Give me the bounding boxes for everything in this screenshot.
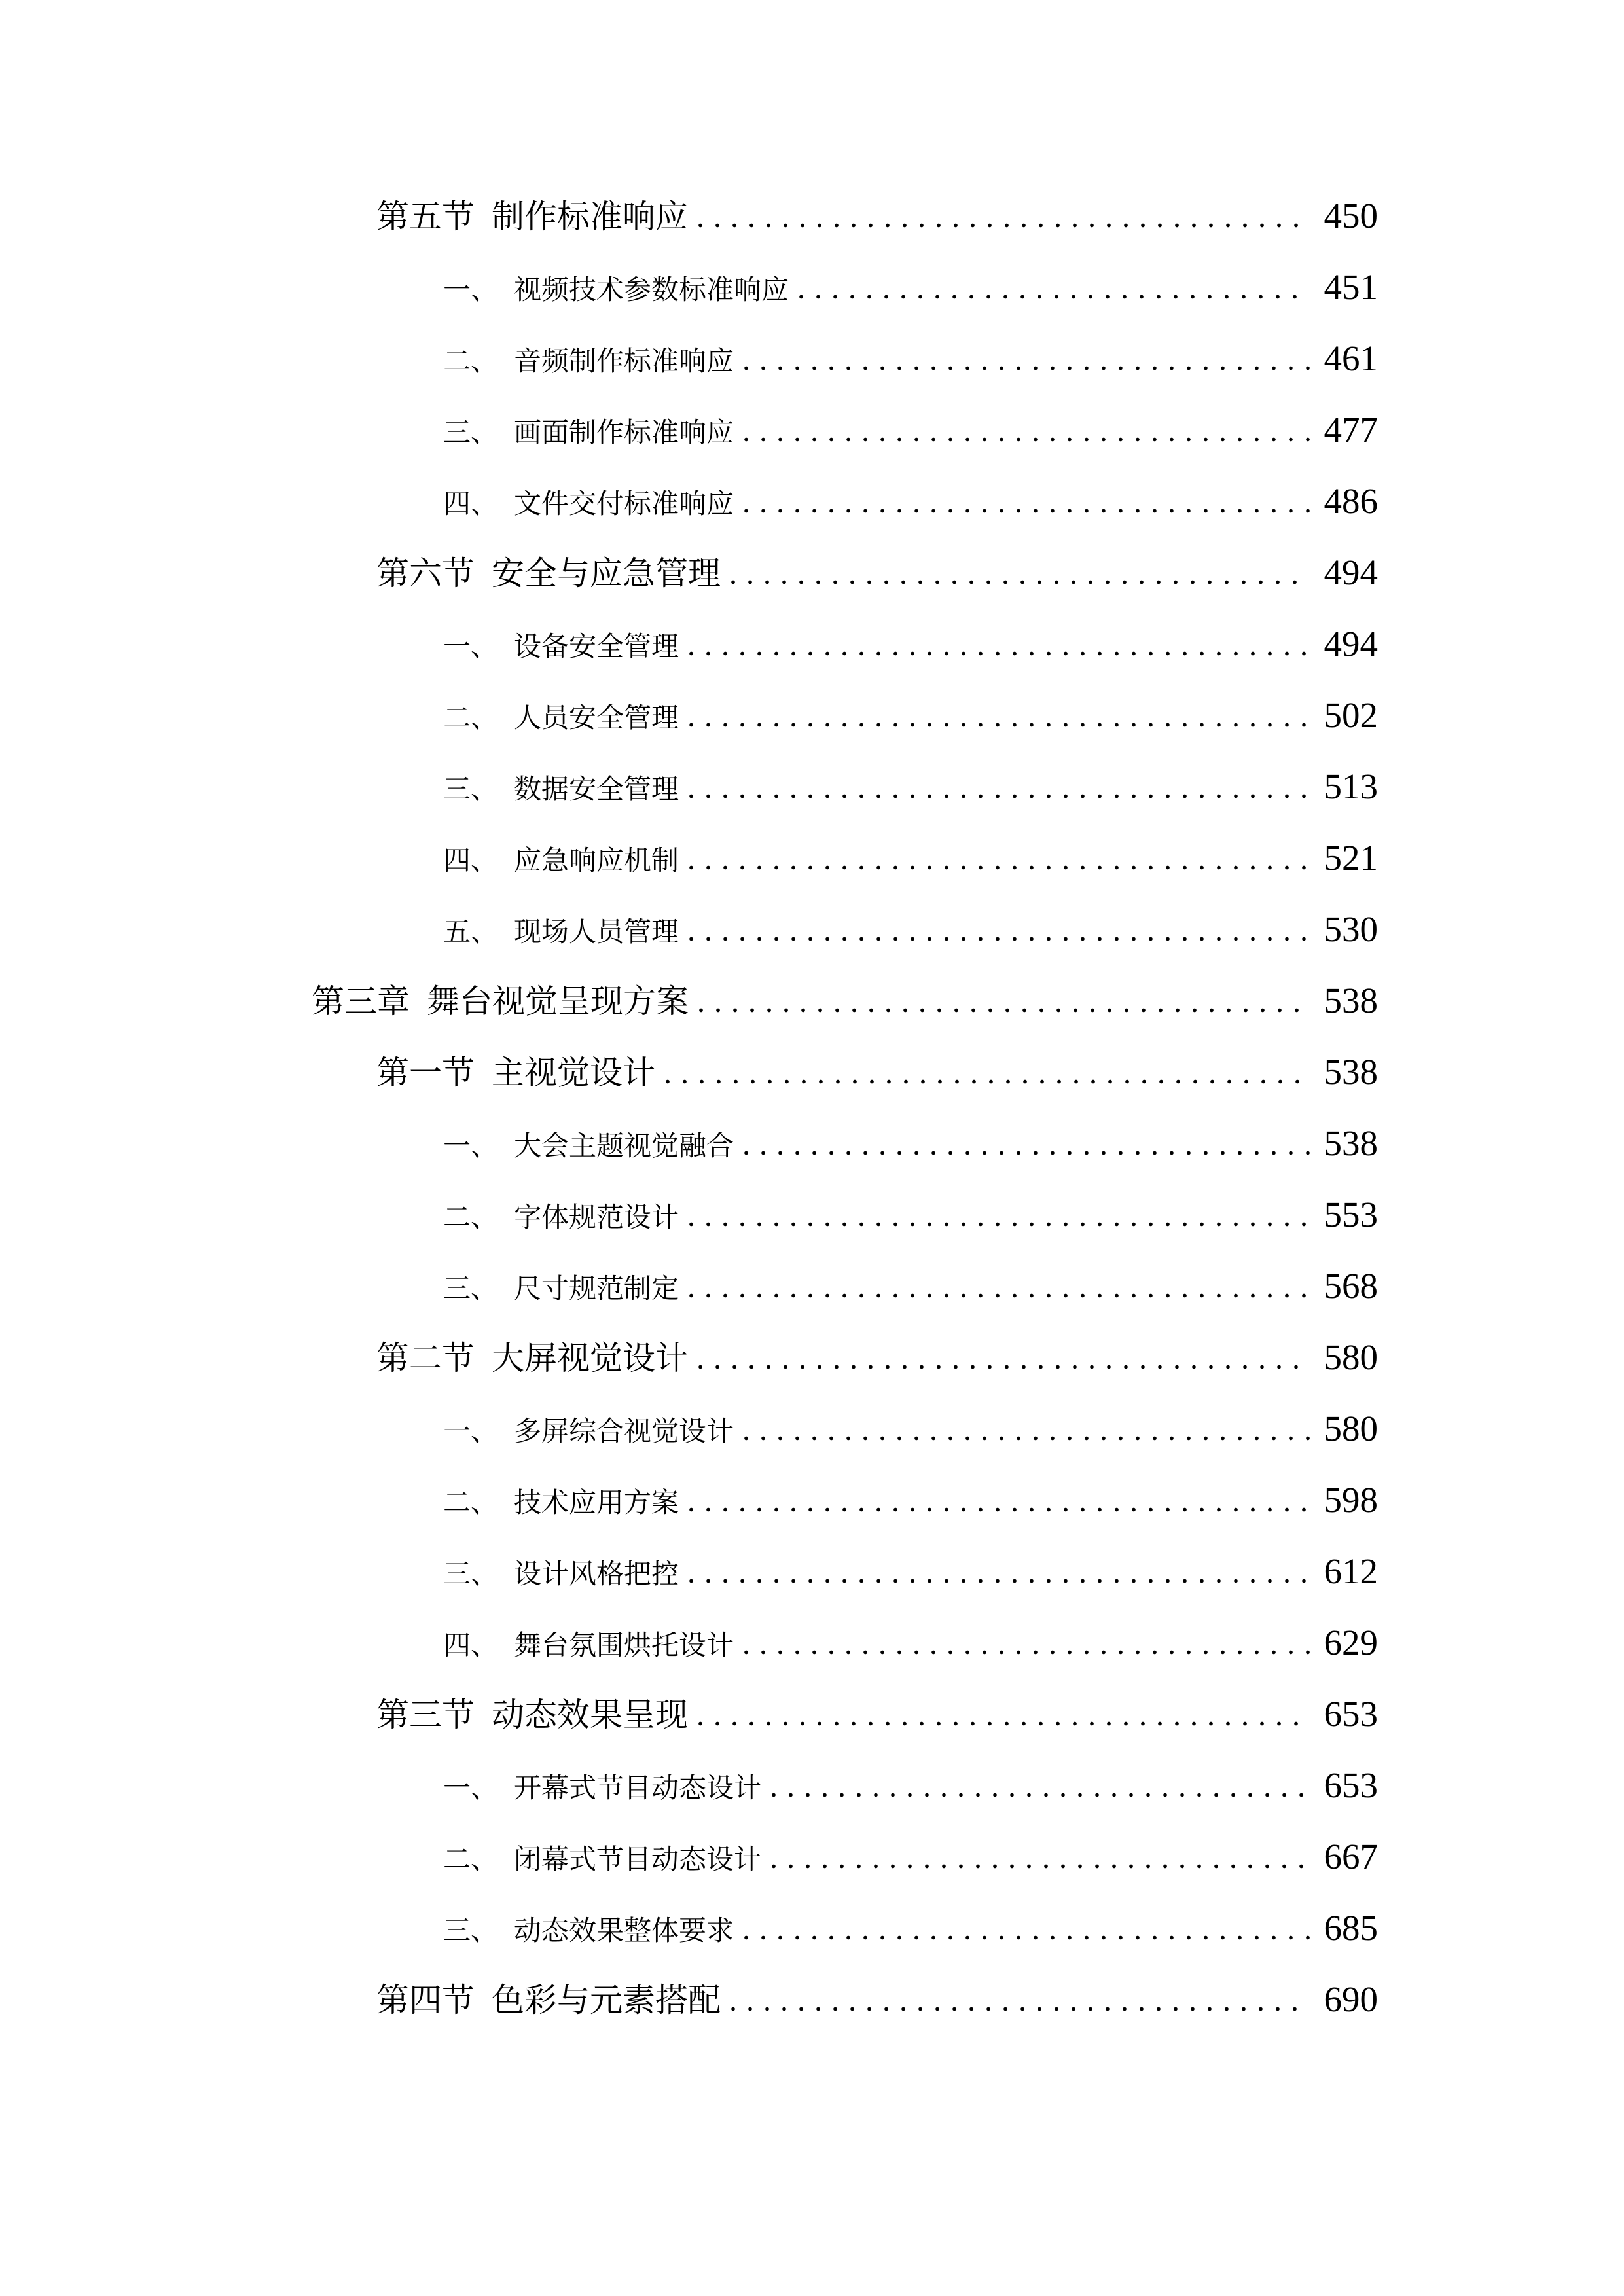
dot-leader — [799, 294, 1309, 299]
toc-entry-label: 三、 — [443, 775, 499, 805]
toc-entry-label: 二、 — [443, 347, 499, 377]
dot-leader — [698, 1721, 1310, 1726]
toc-entry — [0, 1036, 1624, 1107]
toc-entry-title: 舞台氛围烘托设计 — [514, 1631, 734, 1661]
toc-entry — [0, 608, 1624, 679]
toc-entry-page-number: 494 — [1324, 552, 1378, 592]
toc-entry-title: 动态效果呈现 — [492, 1696, 688, 1733]
toc-entry-label: 三、 — [443, 1560, 499, 1590]
toc-entry-page-number: 580 — [1324, 1408, 1378, 1448]
dot-leader — [689, 722, 1309, 727]
toc-entry-page-number: 629 — [1324, 1623, 1378, 1662]
toc-entry-label: 一、 — [443, 632, 499, 662]
dot-leader — [689, 1578, 1309, 1583]
toc-entry — [0, 394, 1624, 465]
toc-entry-page-number: 451 — [1324, 267, 1378, 307]
dot-leader — [744, 365, 1309, 370]
dot-leader — [666, 1079, 1310, 1084]
toc-entry-page-number: 494 — [1324, 624, 1378, 664]
toc-entry-title: 技术应用方案 — [514, 1488, 679, 1518]
toc-entry — [0, 1393, 1624, 1464]
toc-entry — [0, 251, 1624, 323]
toc-entry — [0, 1964, 1624, 2035]
dot-leader — [744, 508, 1309, 513]
toc-entry — [0, 537, 1624, 608]
toc-entry-title: 视频技术参数标准响应 — [514, 276, 789, 306]
toc-entry-page-number: 580 — [1324, 1337, 1378, 1377]
toc-entry — [0, 1250, 1624, 1321]
toc-entry-title: 大会主题视觉融合 — [514, 1132, 734, 1162]
toc-entry — [0, 1678, 1624, 1749]
toc-entry-page-number: 553 — [1324, 1194, 1378, 1234]
dot-leader — [731, 579, 1310, 584]
toc-entry-page-number: 502 — [1324, 695, 1378, 735]
toc-entry-title: 制作标准响应 — [492, 198, 688, 235]
toc-entry — [0, 1607, 1624, 1678]
toc-entry-title: 闭幕式节目动态设计 — [514, 1845, 762, 1875]
dot-leader — [689, 865, 1309, 870]
toc-entry-page-number: 486 — [1324, 481, 1378, 521]
toc-entry-title: 设计风格把控 — [514, 1560, 679, 1590]
toc-entry-label: 第六节 — [376, 555, 475, 592]
dot-leader — [698, 223, 1310, 228]
toc-entry-page-number: 450 — [1324, 196, 1378, 236]
toc-entry-label: 二、 — [443, 1845, 499, 1875]
toc-entry-page-number: 690 — [1324, 1979, 1378, 2019]
toc-entry-page-number: 538 — [1324, 1123, 1378, 1163]
toc-entry-label: 一、 — [443, 1417, 499, 1447]
toc-entry-title: 尺寸规范制定 — [514, 1274, 679, 1304]
toc-entry — [0, 1821, 1624, 1892]
dot-leader — [689, 1221, 1309, 1227]
toc-entry-page-number: 653 — [1324, 1765, 1378, 1805]
toc-entry-page-number: 538 — [1324, 1052, 1378, 1092]
toc-entry-label: 四、 — [443, 846, 499, 876]
toc-entry-label: 四、 — [443, 1631, 499, 1661]
toc-entry-title: 人员安全管理 — [514, 704, 679, 734]
toc-entry-label: 二、 — [443, 704, 499, 734]
toc-entry — [0, 1321, 1624, 1393]
toc-entry-page-number: 513 — [1324, 766, 1378, 806]
toc-entry-title: 主视觉设计 — [492, 1054, 655, 1091]
dot-leader — [744, 1649, 1309, 1655]
toc-entry — [0, 323, 1624, 394]
dot-leader — [689, 793, 1309, 798]
dot-leader — [689, 1507, 1309, 1512]
toc-entry-title: 文件交付标准响应 — [514, 490, 734, 520]
toc-entry — [0, 893, 1624, 965]
toc-entry-page-number: 598 — [1324, 1480, 1378, 1520]
dot-leader — [689, 1293, 1309, 1298]
toc-entry-label: 一、 — [443, 1132, 499, 1162]
toc-entry-title: 大屏视觉设计 — [492, 1340, 688, 1376]
toc-entry — [0, 465, 1624, 537]
toc-entry — [0, 965, 1624, 1036]
toc-entry-label: 二、 — [443, 1203, 499, 1233]
toc-entry-title: 音频制作标准响应 — [514, 347, 734, 377]
toc-entry-label: 第三章 — [312, 983, 410, 1020]
toc-entry-title: 现场人员管理 — [514, 918, 679, 948]
dot-leader — [744, 1150, 1309, 1155]
toc-entry-title: 色彩与元素搭配 — [492, 1982, 721, 2018]
toc-entry-label: 第三节 — [376, 1696, 475, 1733]
toc-entry-label: 一、 — [443, 1774, 499, 1804]
toc-entry — [0, 1179, 1624, 1250]
toc-entry-title: 设备安全管理 — [514, 632, 679, 662]
toc-entry-page-number: 612 — [1324, 1551, 1378, 1591]
dot-leader — [744, 1435, 1309, 1441]
toc-entry-label: 二、 — [443, 1488, 499, 1518]
toc-entry — [0, 1464, 1624, 1535]
dot-leader — [772, 1792, 1309, 1797]
dot-leader — [744, 437, 1309, 442]
toc-entry — [0, 180, 1624, 251]
dot-leader — [744, 1935, 1309, 1940]
toc-entry-title: 数据安全管理 — [514, 775, 679, 805]
toc-entry-page-number: 461 — [1324, 338, 1378, 378]
toc-entry-title: 动态效果整体要求 — [514, 1916, 734, 1946]
toc-entry — [0, 1107, 1624, 1179]
toc-entry-label: 五、 — [443, 918, 499, 948]
dot-leader — [698, 1364, 1310, 1369]
toc-entry-title: 应急响应机制 — [514, 846, 679, 876]
toc-entry-title: 字体规范设计 — [514, 1203, 679, 1233]
dot-leader — [731, 2006, 1310, 2011]
toc-entry-label: 三、 — [443, 1916, 499, 1946]
toc-entry-title: 舞台视觉呈现方案 — [427, 983, 689, 1020]
toc-entry-page-number: 530 — [1324, 909, 1378, 949]
toc-entry-page-number: 521 — [1324, 838, 1378, 878]
dot-leader — [699, 1007, 1310, 1013]
toc-entry — [0, 1892, 1624, 1964]
toc-entry-page-number: 477 — [1324, 410, 1378, 450]
toc-entry-title: 安全与应急管理 — [492, 555, 721, 592]
toc-entry-label: 三、 — [443, 1274, 499, 1304]
dot-leader — [689, 936, 1309, 941]
toc-entry-label: 第一节 — [376, 1054, 475, 1091]
toc-entry-label: 三、 — [443, 418, 499, 448]
toc-entry-label: 第五节 — [376, 198, 475, 235]
toc-entry — [0, 751, 1624, 822]
toc-entry — [0, 679, 1624, 751]
toc-entry-page-number: 653 — [1324, 1694, 1378, 1734]
toc-entry-label: 四、 — [443, 490, 499, 520]
toc-entry-page-number: 685 — [1324, 1908, 1378, 1948]
toc-entry-title: 多屏综合视觉设计 — [514, 1417, 734, 1447]
toc-entry-title: 开幕式节目动态设计 — [514, 1774, 762, 1804]
toc-entry-label: 一、 — [443, 276, 499, 306]
toc-entry-page-number: 667 — [1324, 1837, 1378, 1876]
toc-entry-page-number: 538 — [1324, 980, 1378, 1020]
dot-leader — [772, 1863, 1309, 1869]
toc-entry-label: 第二节 — [376, 1340, 475, 1376]
toc-entry-title: 画面制作标准响应 — [514, 418, 734, 448]
toc-entry — [0, 1749, 1624, 1821]
dot-leader — [689, 651, 1309, 656]
toc-entry-label: 第四节 — [376, 1982, 475, 2018]
toc-entry-page-number: 568 — [1324, 1266, 1378, 1306]
toc-entry — [0, 822, 1624, 893]
toc-entry — [0, 1535, 1624, 1607]
